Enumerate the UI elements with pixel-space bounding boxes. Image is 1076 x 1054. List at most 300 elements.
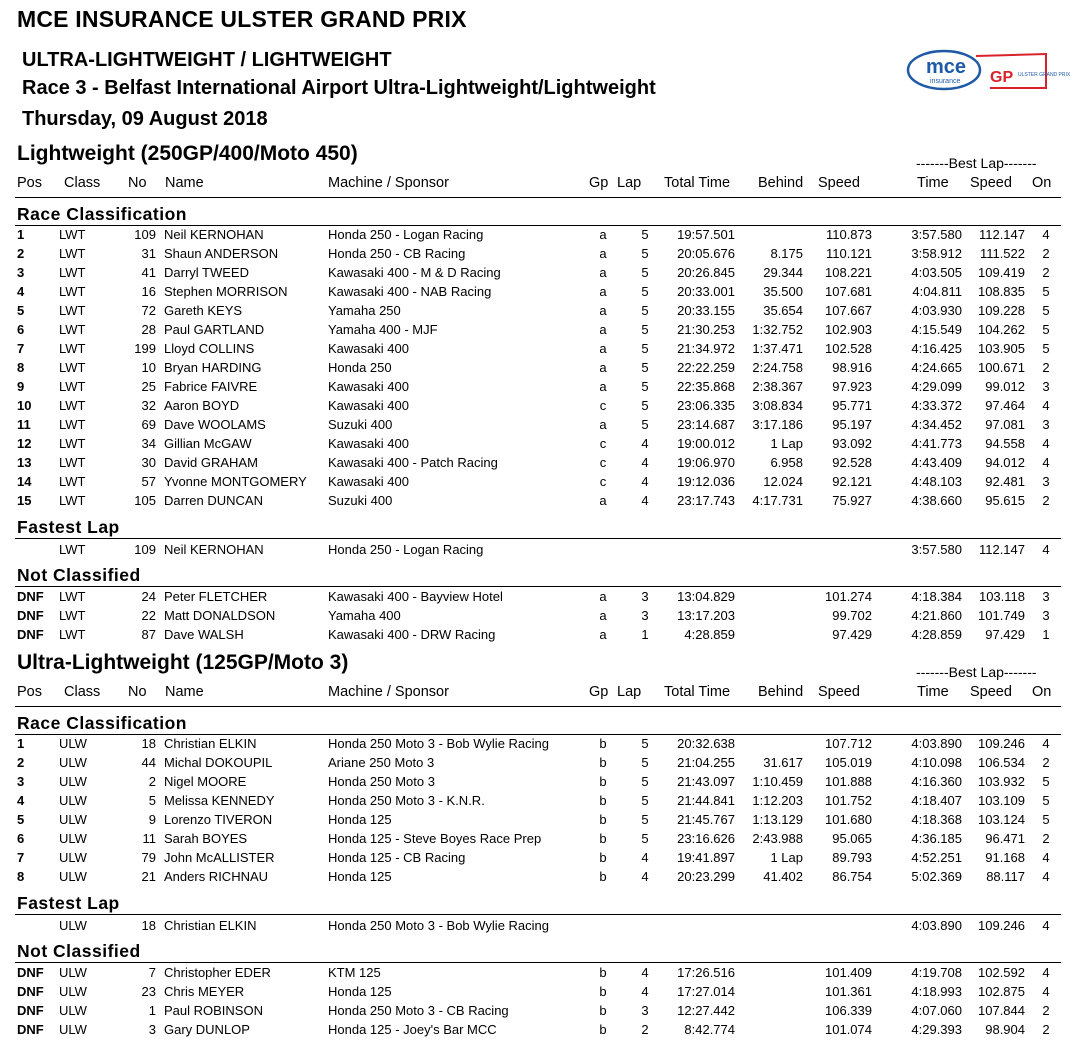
class-cell: LWT	[59, 227, 86, 242]
header-pos: Pos	[17, 175, 42, 191]
lap-cell: 2	[641, 1022, 649, 1037]
header-name: Name	[165, 684, 204, 700]
machine-sponsor: Honda 250 Moto 3 - Bob Wylie Racing	[328, 918, 549, 933]
number-cell: 24	[141, 589, 156, 604]
lap-cell: 5	[641, 812, 649, 827]
lap-cell: 5	[641, 774, 649, 789]
rider-name: Lloyd COLLINS	[164, 341, 255, 356]
dnf-row	[0, 608, 1076, 627]
behind-cell: 1 Lap	[770, 850, 803, 865]
number-cell: 28	[141, 322, 156, 337]
header-no: No	[128, 175, 147, 191]
svg-text:mce: mce	[926, 56, 967, 78]
pos-cell: 3	[17, 265, 25, 280]
best-lap-time: 4:34.452	[911, 417, 962, 432]
lap-cell: 3	[641, 589, 649, 604]
best-lap-on: 2	[1042, 1003, 1050, 1018]
race-title: Race 3 - Belfast International Airport Ultra-Lightweight/Lightweight	[22, 77, 656, 99]
best-lap-speed: 94.012	[985, 455, 1025, 470]
lap-cell: 4	[641, 965, 649, 980]
pos-cell: 12	[17, 436, 32, 451]
best-lap-on: 2	[1042, 360, 1050, 375]
machine-sponsor: Honda 125	[328, 869, 392, 884]
race-classification-header: Race Classification	[17, 713, 187, 733]
best-lap-speed: 101.749	[978, 608, 1025, 623]
behind-cell: 31.617	[763, 755, 803, 770]
total-time: 23:16.626	[677, 831, 735, 846]
best-lap-speed: 111.522	[979, 246, 1025, 261]
best-lap-on: 5	[1042, 322, 1050, 337]
class-cell: ULW	[59, 1022, 87, 1037]
number-cell: 23	[141, 984, 156, 999]
pos-cell: 8	[17, 869, 25, 884]
dnf-row	[0, 984, 1076, 1003]
number-cell: 109	[134, 542, 156, 557]
machine-sponsor: Kawasaki 400	[328, 436, 409, 451]
rider-name: Paul GARTLAND	[164, 322, 265, 337]
gp-cell: a	[599, 341, 607, 356]
gp-cell: b	[599, 965, 607, 980]
result-row	[0, 493, 1076, 512]
lap-cell: 5	[641, 736, 649, 751]
best-lap-speed: 103.905	[978, 341, 1025, 356]
total-time: 8:42.774	[684, 1022, 735, 1037]
speed-cell: 75.927	[832, 493, 872, 508]
divider	[15, 706, 1061, 707]
class-cell: ULW	[59, 984, 87, 999]
behind-cell: 12.024	[763, 474, 803, 489]
best-lap-time: 3:57.580	[911, 227, 962, 242]
number-cell: 22	[141, 608, 156, 623]
total-time: 22:35.868	[677, 379, 735, 394]
best-lap-on: 2	[1042, 265, 1050, 280]
behind-cell: 1:10.459	[752, 774, 803, 789]
rider-name: Dave WOOLAMS	[164, 417, 266, 432]
number-cell: 41	[141, 265, 156, 280]
class-cell: ULW	[59, 850, 87, 865]
pos-cell: 6	[17, 322, 25, 337]
pos-cell: 4	[17, 793, 25, 808]
class-cell: LWT	[59, 322, 86, 337]
total-time: 20:33.155	[677, 303, 735, 318]
gp-cell: b	[599, 869, 607, 884]
result-row	[0, 850, 1076, 869]
header-machine: Machine / Sponsor	[328, 175, 449, 191]
gp-cell: c	[599, 398, 607, 413]
number-cell: 21	[141, 869, 156, 884]
best-lap-on: 4	[1042, 227, 1050, 242]
class-cell: ULW	[59, 793, 87, 808]
rider-name: John McALLISTER	[164, 850, 275, 865]
best-lap-on: 4	[1042, 542, 1050, 557]
lap-cell: 4	[641, 455, 649, 470]
speed-cell: 101.074	[825, 1022, 872, 1037]
rider-name: Christian ELKIN	[164, 918, 257, 933]
total-time: 22:22.259	[677, 360, 735, 375]
lap-cell: 4	[641, 984, 649, 999]
machine-sponsor: Honda 250 - Logan Racing	[328, 542, 484, 557]
speed-cell: 101.680	[825, 812, 872, 827]
lap-cell: 1	[641, 627, 649, 642]
pos-cell: DNF	[17, 627, 44, 642]
class-cell: LWT	[59, 360, 86, 375]
number-cell: 44	[141, 755, 156, 770]
best-lap-on: 5	[1042, 341, 1050, 356]
number-cell: 109	[134, 227, 156, 242]
speed-cell: 110.121	[825, 246, 872, 261]
best-lap-speed: 103.932	[978, 774, 1025, 789]
result-row	[0, 774, 1076, 793]
total-time: 20:26.845	[677, 265, 735, 280]
header-gp: Gp	[589, 684, 609, 700]
total-time: 13:04.829	[677, 589, 735, 604]
rider-name: Darryl TWEED	[164, 265, 249, 280]
best-lap-time: 4:33.372	[911, 398, 962, 413]
rider-name: Aaron BOYD	[164, 398, 240, 413]
machine-sponsor: Honda 250 - Logan Racing	[328, 227, 484, 242]
gp-cell: a	[599, 227, 607, 242]
best-lap-time: 4:21.860	[911, 608, 962, 623]
header-no: No	[128, 684, 147, 700]
rider-name: Bryan HARDING	[164, 360, 262, 375]
gp-cell: b	[599, 984, 607, 999]
best-lap-on: 4	[1042, 918, 1050, 933]
lap-cell: 4	[641, 869, 649, 884]
machine-sponsor: Suzuki 400	[328, 417, 393, 432]
number-cell: 57	[141, 474, 156, 489]
best-lap-time: 4:36.185	[911, 831, 962, 846]
best-lap-time: 4:29.393	[911, 1022, 962, 1037]
header-total-time: Total Time	[664, 175, 731, 191]
total-time: 19:00.012	[677, 436, 735, 451]
best-lap-speed: 95.615	[985, 493, 1025, 508]
header-name: Name	[165, 175, 204, 191]
speed-cell: 101.274	[825, 589, 872, 604]
result-row	[0, 227, 1076, 246]
machine-sponsor: Kawasaki 400	[328, 398, 409, 413]
behind-cell: 8.175	[770, 246, 803, 261]
lap-cell: 5	[641, 831, 649, 846]
pos-cell: 11	[17, 417, 31, 432]
best-lap-speed: 108.835	[978, 284, 1025, 299]
header-on: On	[1032, 684, 1052, 700]
dnf-row	[0, 1003, 1076, 1022]
result-row	[0, 246, 1076, 265]
class-cell: LWT	[59, 303, 86, 318]
lap-cell: 5	[641, 227, 649, 242]
result-row	[0, 398, 1076, 417]
best-lap-on: 2	[1042, 831, 1050, 846]
best-lap-speed: 106.534	[978, 755, 1025, 770]
machine-sponsor: Honda 125 - Joey's Bar MCC	[328, 1022, 497, 1037]
behind-cell: 1:37.471	[752, 341, 803, 356]
best-lap-speed: 109.228	[978, 303, 1025, 318]
best-lap-on: 5	[1042, 303, 1050, 318]
rider-name: Fabrice FAIVRE	[164, 379, 258, 394]
speed-cell: 102.528	[825, 341, 872, 356]
class-cell: LWT	[59, 608, 86, 623]
best-lap-on: 5	[1042, 812, 1050, 827]
behind-cell: 2:24.758	[752, 360, 803, 375]
machine-sponsor: Yamaha 250	[328, 303, 401, 318]
best-lap-on: 2	[1042, 493, 1050, 508]
lap-cell: 5	[641, 303, 649, 318]
rider-name: Anders RICHNAU	[164, 869, 269, 884]
speed-cell: 110.873	[825, 227, 872, 242]
mce-ulster-gp-logo	[906, 48, 1071, 94]
class-cell: LWT	[59, 398, 86, 413]
number-cell: 18	[141, 918, 156, 933]
header-speed: Speed	[818, 175, 860, 191]
behind-cell: 35.500	[763, 284, 803, 299]
behind-cell: 2:38.367	[752, 379, 803, 394]
speed-cell: 101.361	[825, 984, 872, 999]
best-lap-time: 4:16.425	[911, 341, 962, 356]
best-lap-time: 4:24.665	[911, 360, 962, 375]
machine-sponsor: Honda 125 - Steve Boyes Race Prep	[328, 831, 542, 846]
dnf-row	[0, 627, 1076, 646]
best-lap-time: 4:43.409	[911, 455, 962, 470]
class-title: ULTRA-LIGHTWEIGHT / LIGHTWEIGHT	[22, 49, 392, 71]
total-time: 23:06.335	[677, 398, 735, 413]
lap-cell: 5	[641, 360, 649, 375]
best-lap-speed: 112.147	[978, 542, 1025, 557]
best-lap-speed: 109.246	[978, 736, 1025, 751]
best-lap-time: 4:18.384	[911, 589, 962, 604]
rider-name: Lorenzo TIVERON	[164, 812, 273, 827]
number-cell: 199	[134, 341, 156, 356]
rider-name: Paul ROBINSON	[164, 1003, 263, 1018]
gp-cell: b	[599, 831, 607, 846]
machine-sponsor: Honda 250	[328, 360, 392, 375]
class-cell: LWT	[59, 417, 86, 432]
pos-cell: DNF	[17, 984, 44, 999]
best-lap-on: 2	[1042, 1022, 1050, 1037]
speed-cell: 106.339	[825, 1003, 872, 1018]
machine-sponsor: Honda 250 Moto 3 - CB Racing	[328, 1003, 509, 1018]
section-title: Ultra-Lightweight (125GP/Moto 3)	[17, 651, 349, 674]
best-lap-time: 4:10.098	[911, 755, 962, 770]
result-row	[0, 322, 1076, 341]
class-cell: ULW	[59, 774, 87, 789]
gp-cell: a	[599, 265, 607, 280]
divider	[15, 225, 1061, 226]
total-time: 21:34.972	[677, 341, 735, 356]
gp-cell: a	[599, 493, 607, 508]
total-time: 21:04.255	[677, 755, 735, 770]
gp-cell: c	[599, 436, 607, 451]
header-behind: Behind	[758, 175, 804, 191]
best-lap-time: 4:15.549	[911, 322, 962, 337]
best-lap-time: 4:41.773	[911, 436, 962, 451]
speed-cell: 101.752	[825, 793, 872, 808]
number-cell: 30	[141, 455, 156, 470]
header-on: On	[1032, 175, 1052, 191]
pos-cell: 13	[17, 455, 32, 470]
lap-cell: 5	[641, 793, 649, 808]
best-lap-time: 4:07.060	[911, 1003, 962, 1018]
speed-cell: 97.429	[832, 627, 872, 642]
best-lap-time: 4:18.407	[911, 793, 962, 808]
result-row	[0, 812, 1076, 831]
rider-name: Matt DONALDSON	[164, 608, 276, 623]
svg-text:GP: GP	[990, 69, 1014, 86]
total-time: 13:17.203	[677, 608, 735, 623]
class-cell: ULW	[59, 1003, 87, 1018]
lap-cell: 5	[641, 284, 649, 299]
class-cell: LWT	[59, 589, 86, 604]
total-time: 21:43.097	[677, 774, 735, 789]
pos-cell: 5	[17, 812, 25, 827]
best-lap-speed: 109.246	[978, 918, 1025, 933]
class-cell: LWT	[59, 379, 86, 394]
speed-cell: 107.712	[825, 736, 872, 751]
gp-cell: a	[599, 303, 607, 318]
divider	[15, 914, 1061, 915]
speed-cell: 105.019	[825, 755, 872, 770]
best-lap-time: 4:03.890	[911, 736, 962, 751]
behind-cell: 1 Lap	[770, 436, 803, 451]
machine-sponsor: Honda 125 - CB Racing	[328, 850, 466, 865]
lap-cell: 5	[641, 246, 649, 261]
best-lap-time: 5:02.369	[911, 869, 962, 884]
machine-sponsor: Ariane 250 Moto 3	[328, 755, 435, 770]
header-lap: Lap	[617, 684, 642, 700]
result-row	[0, 755, 1076, 774]
machine-sponsor: Kawasaki 400	[328, 379, 409, 394]
class-cell: LWT	[59, 341, 86, 356]
number-cell: 10	[141, 360, 156, 375]
number-cell: 3	[148, 1022, 156, 1037]
machine-sponsor: KTM 125	[328, 965, 381, 980]
speed-cell: 89.793	[832, 850, 872, 865]
rider-name: Darren DUNCAN	[164, 493, 263, 508]
best-lap-on: 5	[1042, 774, 1050, 789]
best-lap-banner: -------Best Lap-------	[916, 664, 1037, 680]
total-time: 17:26.516	[677, 965, 735, 980]
best-lap-speed: 112.147	[978, 227, 1025, 242]
best-lap-on: 3	[1042, 379, 1050, 394]
best-lap-on: 5	[1042, 284, 1050, 299]
best-lap-time: 4:18.993	[911, 984, 962, 999]
result-row	[0, 831, 1076, 850]
speed-cell: 99.702	[832, 608, 872, 623]
total-time: 4:28.859	[684, 627, 735, 642]
best-lap-speed: 91.168	[985, 850, 1025, 865]
best-lap-banner: -------Best Lap-------	[916, 155, 1037, 171]
lap-cell: 4	[641, 850, 649, 865]
best-lap-speed: 99.012	[985, 379, 1025, 394]
machine-sponsor: Kawasaki 400 - NAB Racing	[328, 284, 492, 299]
pos-cell: 7	[17, 850, 25, 865]
behind-cell: 2:43.988	[752, 831, 803, 846]
pos-cell: 2	[17, 755, 25, 770]
total-time: 19:41.897	[677, 850, 735, 865]
best-lap-speed: 97.081	[985, 417, 1025, 432]
gp-cell: c	[599, 455, 607, 470]
lap-cell: 5	[641, 417, 649, 432]
number-cell: 79	[141, 850, 156, 865]
best-lap-speed: 102.875	[978, 984, 1025, 999]
total-time: 23:14.687	[677, 417, 735, 432]
best-lap-speed: 109.419	[978, 265, 1025, 280]
divider	[15, 586, 1061, 587]
best-lap-on: 4	[1042, 436, 1050, 451]
best-lap-speed: 103.118	[978, 589, 1025, 604]
divider	[15, 538, 1061, 539]
rider-name: Stephen MORRISON	[164, 284, 288, 299]
pos-cell: DNF	[17, 1022, 44, 1037]
machine-sponsor: Honda 250 Moto 3	[328, 774, 435, 789]
divider	[15, 197, 1061, 198]
header-best-time: Time	[917, 684, 949, 700]
pos-cell: 10	[17, 398, 32, 413]
best-lap-on: 2	[1042, 755, 1050, 770]
total-time: 19:06.970	[677, 455, 735, 470]
behind-cell: 35.654	[763, 303, 803, 318]
number-cell: 32	[141, 398, 156, 413]
pos-cell: 5	[17, 303, 25, 318]
header-gp: Gp	[589, 175, 609, 191]
best-lap-time: 4:03.505	[911, 265, 962, 280]
best-lap-time: 4:03.890	[911, 918, 962, 933]
pos-cell: 6	[17, 831, 25, 846]
result-row	[0, 869, 1076, 888]
result-row	[0, 474, 1076, 493]
best-lap-speed: 104.262	[978, 322, 1025, 337]
speed-cell: 95.771	[832, 398, 872, 413]
total-time: 20:23.299	[677, 869, 735, 884]
class-cell: ULW	[59, 755, 87, 770]
gp-cell: a	[599, 284, 607, 299]
best-lap-on: 4	[1042, 736, 1050, 751]
dnf-row	[0, 965, 1076, 984]
number-cell: 87	[141, 627, 156, 642]
pos-cell: 9	[17, 379, 25, 394]
divider	[15, 962, 1061, 963]
class-cell: LWT	[59, 436, 86, 451]
lap-cell: 4	[641, 436, 649, 451]
speed-cell: 86.754	[832, 869, 872, 884]
event-title: MCE INSURANCE ULSTER GRAND PRIX	[17, 6, 467, 32]
number-cell: 5	[148, 793, 156, 808]
class-cell: ULW	[59, 736, 87, 751]
rider-name: Gary DUNLOP	[164, 1022, 250, 1037]
pos-cell: 14	[17, 474, 32, 489]
class-cell: LWT	[59, 627, 86, 642]
behind-cell: 1:12.203	[752, 793, 803, 808]
best-lap-on: 4	[1042, 398, 1050, 413]
gp-cell: a	[599, 360, 607, 375]
best-lap-on: 4	[1042, 850, 1050, 865]
class-cell: ULW	[59, 965, 87, 980]
machine-sponsor: Yamaha 400	[328, 608, 401, 623]
pos-cell: 7	[17, 341, 25, 356]
machine-sponsor: Kawasaki 400	[328, 474, 409, 489]
header-lap: Lap	[617, 175, 642, 191]
best-lap-time: 4:48.103	[911, 474, 962, 489]
best-lap-speed: 103.124	[978, 812, 1025, 827]
pos-cell: DNF	[17, 608, 44, 623]
machine-sponsor: Honda 125	[328, 812, 392, 827]
speed-cell: 101.409	[825, 965, 872, 980]
gp-cell: a	[599, 246, 607, 261]
speed-cell: 98.916	[832, 360, 872, 375]
class-cell: LWT	[59, 284, 86, 299]
behind-cell: 3:08.834	[752, 398, 803, 413]
pos-cell: 2	[17, 246, 25, 261]
class-cell: LWT	[59, 493, 86, 508]
